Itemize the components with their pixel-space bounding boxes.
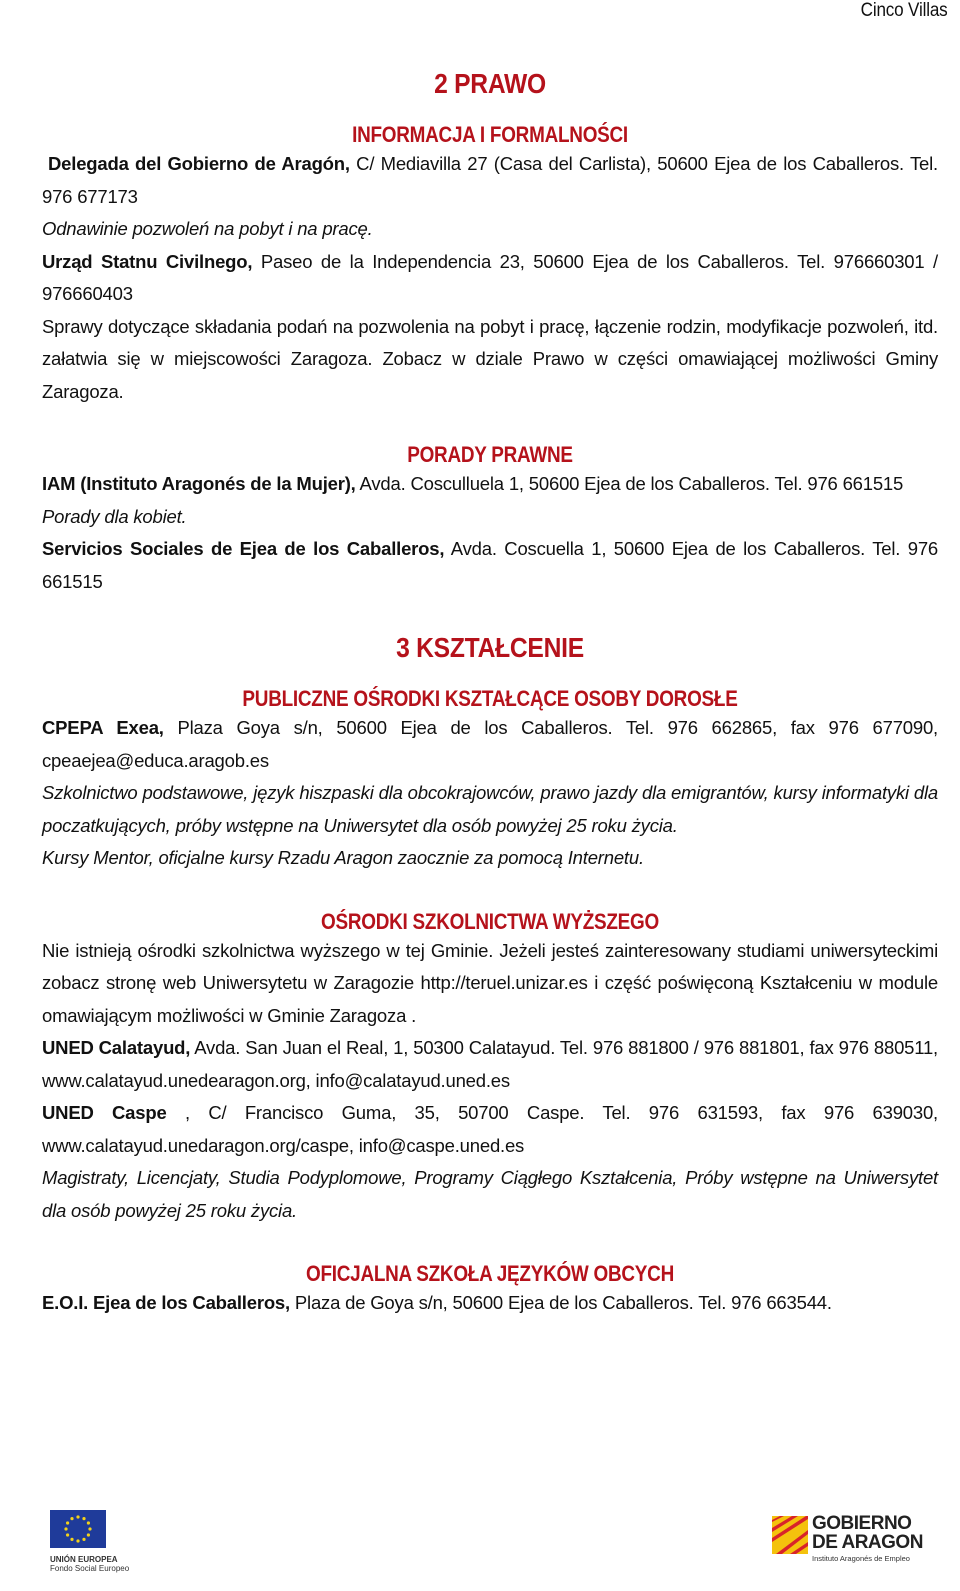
eu-caption	[50, 1555, 132, 1573]
gobierno-aragon-line1: GOBIERNO	[812, 1513, 912, 1534]
entry-address: Avda. Cosculluela 1, 50600 Ejea de los Caballeros. Tel. 976 661515	[355, 473, 904, 494]
entry-name: CPEPA Exea,	[42, 717, 164, 738]
entry-description: Porady dla kobiet.	[42, 505, 187, 527]
entry-mentor: Kursy Mentor, oficjalne kursy Rzadu Aragon zaocznie za pomocą Internetu.	[42, 847, 644, 868]
entry-name: UNED Calatayud,	[42, 1037, 191, 1058]
section-heading-language-school: OFICJALNA SZKOŁA JĘZYKÓW OBCYCH	[306, 1261, 674, 1286]
entry-uned-caspe	[42, 1097, 938, 1162]
entry-address: Paseo de la Independencia 23, 50600 Ejea de los Caballeros. Tel. 976660301 / 976660403	[42, 250, 938, 304]
entry-address: Plaza de Goya s/n, 50600 Ejea de los Caballeros. Tel. 976 663544.	[289, 1292, 832, 1313]
section-heading-higher-education: OŚRODKI SZKOLNICTWA WYŻSZEGO	[321, 908, 659, 934]
entry-delegada	[42, 148, 938, 213]
entry-name: Urząd Statnu Civilnego,	[42, 250, 253, 272]
section-heading-adult-education: PUBLICZNE OŚRODKI KSZTAŁCĄCE OSOBY DOROSŁE	[242, 686, 738, 711]
chapter-title-law: 2 PRAWO	[434, 68, 546, 99]
entry-name: Delegada del Gobierno de Aragón,	[48, 153, 350, 174]
entry-urzad	[42, 246, 938, 311]
entry-address: , C/ Francisco Guma, 35, 50700 Caspe. Tel. 976 631593, fax 976 639030, www.calatayud.unedaragon.org/caspe, info@caspe.uned.es	[42, 1102, 938, 1156]
entry-social-services	[42, 533, 938, 598]
eu-caption-line2: Fondo Social Europeo	[50, 1564, 130, 1573]
entry-description: Szkolnictwo podstawowe, język hiszpaski dla obcokrajowców, prawo jazdy dla emigrantów, kursy informatyki dla poczatkujących, próby wstępne na Uniwersytet dla osób powyżej 25 roku życia.	[42, 782, 938, 836]
gobierno-aragon-wordmark	[812, 1514, 923, 1552]
eu-caption-line1: UNIÓN EUROPEA	[50, 1555, 118, 1564]
entry-description: Sprawy dotyczące składania podań na pozwolenia na pobyt i pracę, łączenie rodzin, modyfikacje pozwoleń, itd. załatwia się w miejscowości Zaragoza. Zobacz w dziale Prawo w części omawiającej możliwości Gminy Zaragoza.	[42, 315, 938, 402]
entry-address: Plaza Goya s/n, 50600 Ejea de los Caballeros. Tel. 976 662865, fax 976 677090, cpeaejea@educa.aragob.es	[42, 717, 939, 771]
entry-description: Magistraty, Licencjaty, Studia Podyplomowe, Programy Ciągłego Kształcenia, Próby wstępne na Uniwersytet dla osób powyżej 25 roku życia.	[42, 1167, 938, 1221]
entry-iam	[42, 468, 938, 501]
gobierno-aragon-line2: DE ARAGON	[812, 1532, 923, 1553]
entry-uned-calatayud	[42, 1032, 938, 1097]
document-body	[42, 68, 938, 1320]
section-heading-info: INFORMACJA I FORMALNOŚCI	[352, 122, 628, 147]
entry-address: Avda. San Juan el Real, 1, 50300 Calatayud. Tel. 976 881800 / 976 881801, fax 976 880511, www.calatayud.unedearagon.org, info@calatayud.uned.es	[42, 1037, 938, 1091]
entry-eoi	[42, 1287, 938, 1320]
entry-address: C/ Mediavilla 27 (Casa del Carlista), 50600 Ejea de los Caballeros. Tel. 976 677173	[42, 153, 938, 207]
entry-name: Servicios Sociales de Ejea de los Caballeros,	[42, 538, 445, 559]
entry-address: Avda. Coscuella 1, 50600 Ejea de los Caballeros. Tel. 976 661515	[42, 538, 939, 592]
gobierno-aragon-subtitle: Instituto Aragonés de Empleo	[812, 1554, 910, 1563]
eu-flag-icon	[50, 1510, 106, 1548]
eu-logo	[50, 1510, 132, 1573]
chapter-title-education: 3 KSZTAŁCENIE	[396, 632, 584, 663]
entry-name: UNED Caspe	[42, 1102, 167, 1123]
header-region: Cinco Villas	[861, 0, 948, 21]
entry-description: Odnawinie pozwoleń na pobyt i na pracę.	[42, 218, 373, 239]
gobierno-aragon-logo	[772, 1514, 938, 1566]
entry-cpepa	[42, 712, 938, 777]
aragon-flag-icon	[772, 1516, 808, 1554]
entry-name: E.O.I. Ejea de los Caballeros,	[42, 1292, 290, 1313]
section-heading-legal-advice: PORADY PRAWNE	[407, 442, 573, 467]
higher-education-intro: Nie istnieją ośrodki szkolnictwa wyższego w tej Gminie. Jeżeli jesteś zainteresowany studiami uniwersyteckimi zobacz stronę web Uniwersytetu w Zaragozie http://teruel.unizar.es i część poświęconą Kształceniu w module omawiającym możliwości w Gminie Zaragoza .	[42, 939, 938, 1026]
entry-name: IAM (Instituto Aragonés de la Mujer),	[42, 473, 356, 494]
